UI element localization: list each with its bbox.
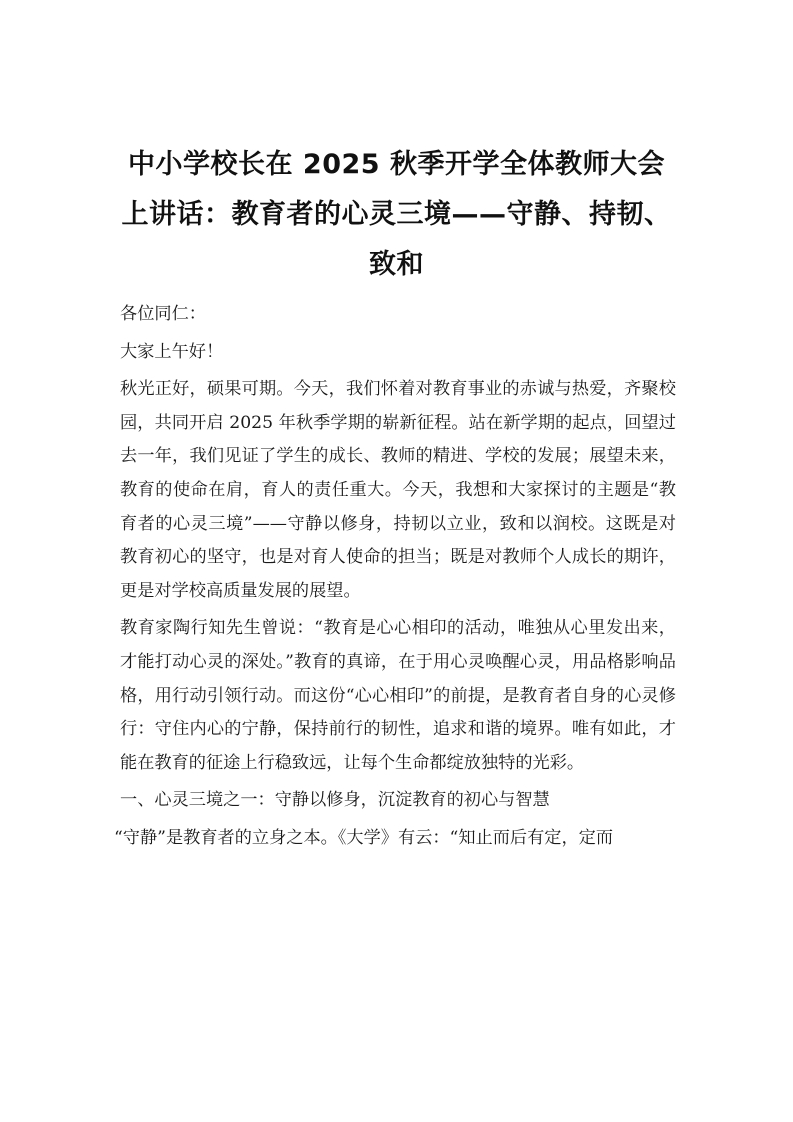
title-line-3: 致和 (369, 249, 424, 281)
body-paragraph: 秋光正好，硕果可期。今天，我们怀着对教育事业的赤诚与热爱，齐聚校园，共同开启 2025 年秋季学期的崭新征程。站在新学期的起点，回望过去一年，我们见证了学生的成长、教师的精进、学校的发展；展望未来，教育的使命在肩，育人的责任重大。今天，我想和大家探讨的主题是“教育者的心灵三境”——守静以修身，持韧以立业，致和以润校。这既是对教育初心的坚守，也是对育人使命的担当；既是对教师个人成长的期许，更是对学校高质量发展的展望。 (120, 379, 676, 601)
greeting: 大家上午好！ (120, 341, 224, 362)
title-line-2: 上讲话：教育者的心灵三境——守静、持韧、 (121, 199, 672, 231)
salutation: 各位同仁： (120, 304, 206, 324)
document-title (110, 140, 683, 290)
body-paragraph: 教育家陶行知先生曾说：“教育是心心相印的活动，唯独从心里发出来，才能打动心灵的深处。”教育的真谛，在于用心灵唤醒心灵，用品格影响品格，用行动引领行动。而这份“心心相印”的前提，是教育者自身的心灵修行：守住内心的宁静，保持前行的韧性，追求和谐的境界。唯有如此，才能在教育的征途上行稳致远，让每个生命都绽放独特的光彩。 (120, 618, 676, 773)
section-heading: 一、心灵三境之一：守静以修身，沉淀教育的初心与智慧 (120, 790, 550, 811)
section-paragraph: “守静”是教育者的立身之本。《大学》有云：“知止而后有定，定而 (114, 827, 614, 848)
document-body (114, 298, 676, 856)
title-line-1: 中小学校长在 2025 秋季开学全体教师大会 (128, 149, 665, 181)
